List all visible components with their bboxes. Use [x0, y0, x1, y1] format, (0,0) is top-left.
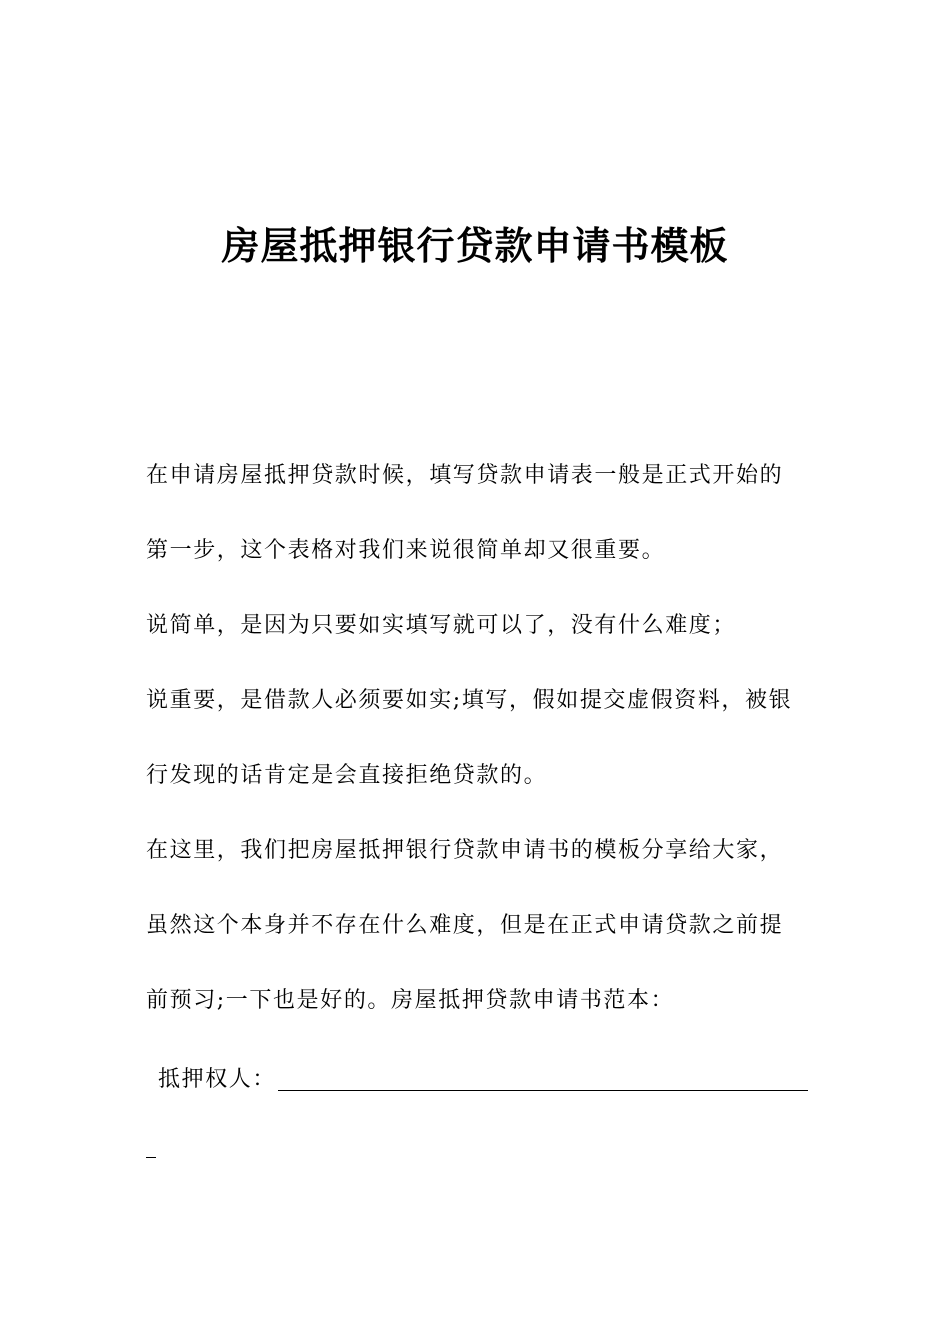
body-line: 第一步，这个表格对我们来说很简单却又很重要。 — [146, 538, 666, 563]
body-line: 说重要，是借款人必须要如实;填写，假如提交虚假资料，被银 — [146, 688, 793, 713]
body-line: 行发现的话肯定是会直接拒绝贷款的。 — [146, 763, 548, 788]
document-title: 房屋抵押银行贷款申请书模板 — [221, 224, 729, 268]
mortgagee-field — [158, 1057, 808, 1097]
body-line: 在这里，我们把房屋抵押银行贷款申请书的模板分享给大家， — [146, 838, 784, 863]
body-line: 前预习;一下也是好的。房屋抵押贷款申请书范本： — [146, 988, 675, 1013]
body-line: 在申请房屋抵押贷款时候，填写贷款申请表一般是正式开始的 — [146, 463, 784, 488]
blank-line-continuation — [146, 1157, 156, 1158]
body-line: 说简单，是因为只要如实填写就可以了，没有什么难度； — [146, 613, 737, 638]
mortgagee-label: 抵押权人： — [158, 1066, 277, 1092]
mortgagee-blank-line — [278, 1064, 808, 1091]
body-line: 虽然这个本身并不存在什么难度，但是在正式申请贷款之前提 — [146, 913, 784, 938]
